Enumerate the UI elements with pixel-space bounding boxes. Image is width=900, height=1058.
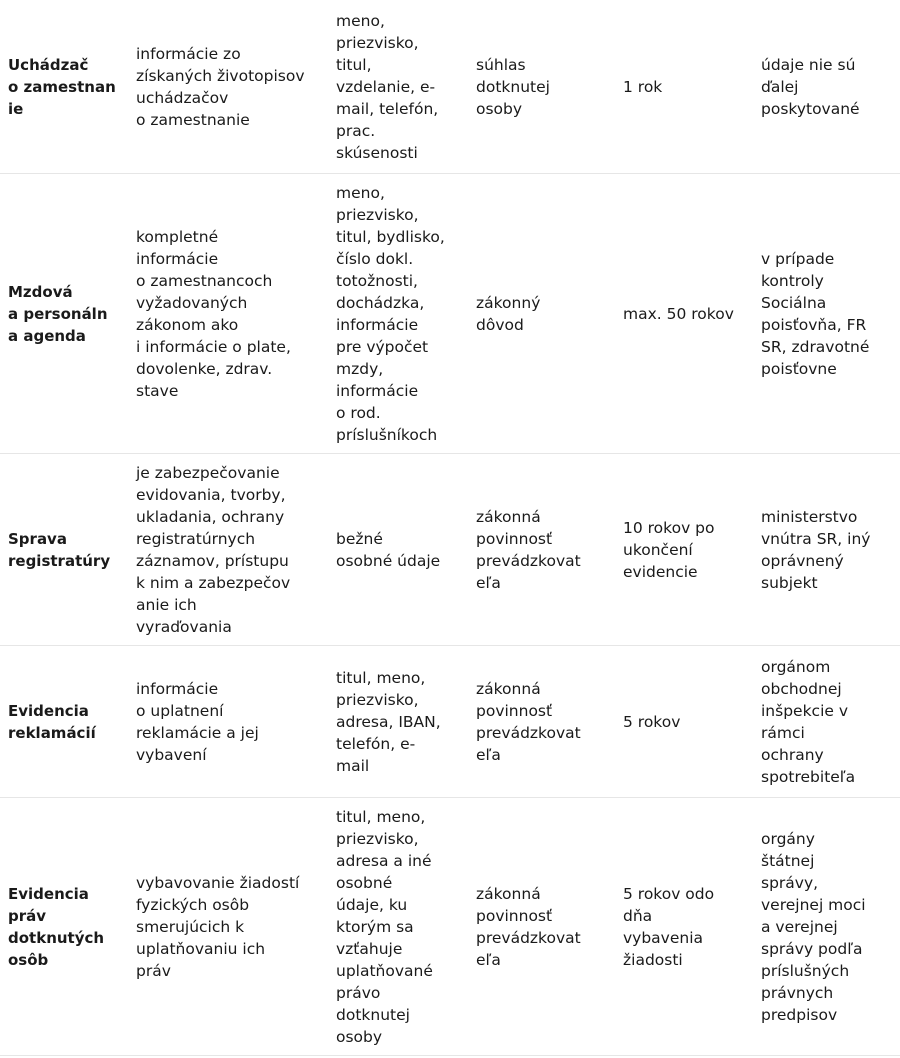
legal-basis-cell: zákonný dôvod bbox=[476, 293, 541, 334]
legal-basis-cell: zákonná povinnosť prevádzkovat eľa bbox=[476, 679, 581, 764]
description-cell: informácie o uplatnení reklamácie a jej vybavení bbox=[136, 679, 259, 764]
agenda-cell: Evidencia reklamácií bbox=[8, 701, 96, 742]
description-cell: vybavovanie žiadostí fyzických osôb smerujúcich k uplatňovaniu ich práv bbox=[136, 873, 300, 980]
data-categories-cell: bežné osobné údaje bbox=[336, 529, 441, 570]
retention-cell: 10 rokov po ukončení evidencie bbox=[623, 518, 715, 581]
agenda-cell: Evidencia práv dotknutých osôb bbox=[8, 884, 105, 969]
agenda-cell: Uchádzač o zamestnan ie bbox=[8, 55, 116, 118]
table-row bbox=[0, 174, 900, 454]
table-row bbox=[0, 454, 900, 646]
data-categories-cell: titul, meno, priezvisko, adresa a iné osobné údaje, ku ktorým sa vzťahuje uplatňované právo dotknutej osoby bbox=[336, 807, 433, 1046]
retention-cell: 5 rokov odo dňa vybavenia žiadosti bbox=[623, 884, 715, 969]
retention-cell: max. 50 rokov bbox=[623, 304, 734, 323]
legal-basis-cell: súhlas dotknutej osoby bbox=[476, 55, 550, 118]
table-row bbox=[0, 798, 900, 1056]
data-categories-cell: meno, priezvisko, titul, vzdelanie, e- mail, telefón, prac. skúsenosti bbox=[336, 11, 439, 162]
recipients-cell: orgány štátnej správy, verejnej moci a verejnej správy podľa príslušných právnych predpisov bbox=[761, 829, 866, 1024]
data-categories-cell: meno, priezvisko, titul, bydlisko, číslo dokl. totožnosti, dochádzka, informácie pre výpočet mzdy, informácie o rod. príslušníkoch bbox=[336, 183, 445, 444]
table-row bbox=[0, 646, 900, 798]
legal-basis-cell: zákonná povinnosť prevádzkovat eľa bbox=[476, 884, 581, 969]
description-cell: kompletné informácie o zamestnancoch vyžadovaných zákonom ako i informácie o plate, dovolenke, zdrav. stave bbox=[136, 227, 291, 400]
recipients-cell: orgánom obchodnej inšpekcie v rámci ochrany spotrebiteľa bbox=[761, 657, 856, 786]
recipients-cell: ministerstvo vnútra SR, iný oprávnený subjekt bbox=[761, 507, 871, 592]
retention-cell: 1 rok bbox=[623, 77, 663, 96]
agenda-cell: Sprava registratúry bbox=[8, 529, 111, 570]
description-cell: informácie zo získaných životopisov uchádzačov o zamestnanie bbox=[136, 44, 305, 129]
recipients-cell: údaje nie sú ďalej poskytované bbox=[761, 55, 860, 118]
legal-basis-cell: zákonná povinnosť prevádzkovat eľa bbox=[476, 507, 581, 592]
agenda-cell: Mzdová a personáln a agenda bbox=[8, 282, 108, 345]
retention-cell: 5 rokov bbox=[623, 712, 681, 731]
description-cell: je zabezpečovanie evidovania, tvorby, ukladania, ochrany registratúrnych záznamov, prístupu k nim a zabezpečov anie ich vyraďovania bbox=[136, 463, 291, 636]
recipients-cell: v prípade kontroly Sociálna poisťovňa, FR SR, zdravotné poisťovne bbox=[761, 249, 870, 378]
data-categories-cell: titul, meno, priezvisko, adresa, IBAN, telefón, e- mail bbox=[336, 668, 441, 775]
table-row bbox=[0, 0, 900, 174]
